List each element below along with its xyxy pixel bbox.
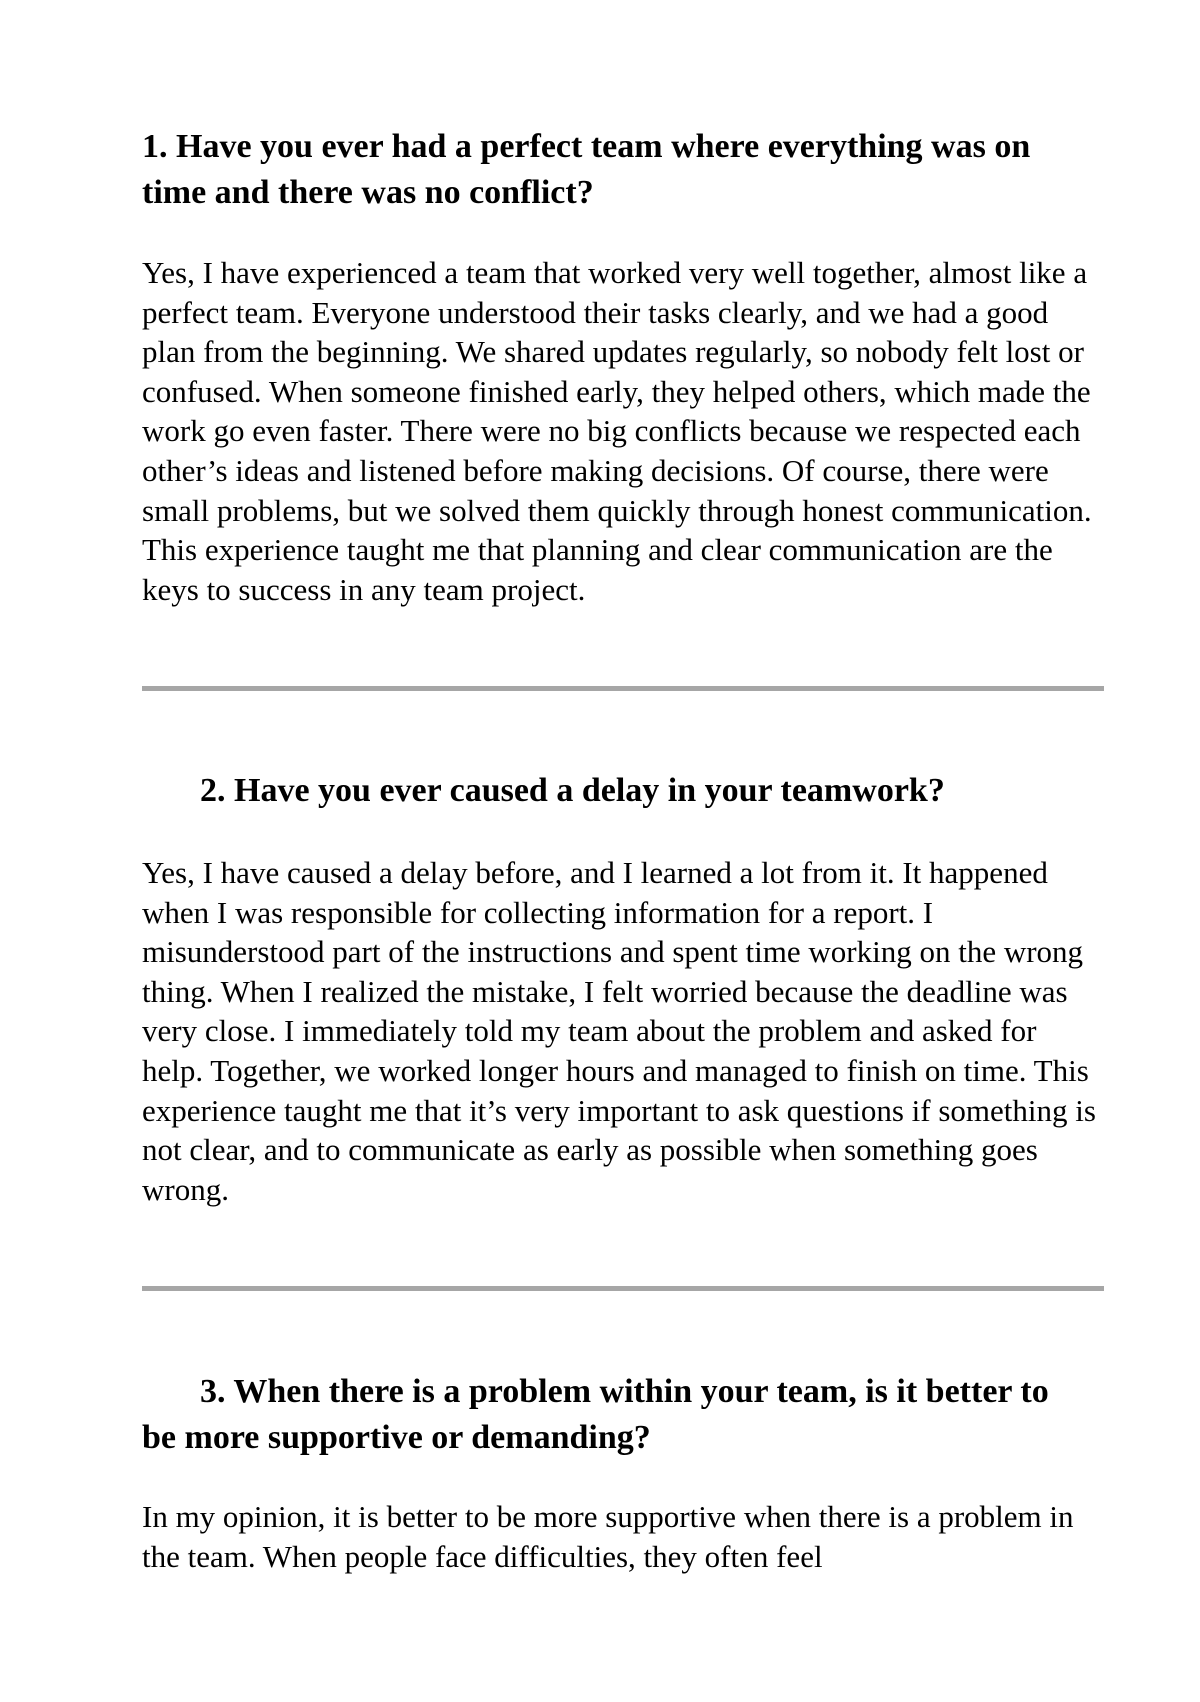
question-2-heading: 2. Have you ever caused a delay in your teamwork?: [200, 772, 945, 809]
question-1-heading: 1. Have you ever had a perfect team where everything was on time and there was no conflict?: [142, 128, 1031, 211]
section-divider-1: [142, 686, 1104, 691]
answer-1-paragraph: Yes, I have experienced a team that worked very well together, almost like a perfect team. Everyone understood their tasks clearly, and we had a good plan from the beginning. We shared updates regularly, so nobody felt lost or confused. When someone finished early, they helped others, which made the work go even faster. There were no big conflicts because we respected each other’s ideas and listened before making decisions. Of course, there were small problems, but we solved them quickly through honest communication. This experience taught me that planning and clear communication are the keys to success in any team project.: [142, 255, 1092, 607]
question-3-heading: 3. When there is a problem within your team, is it better to be more supportive or demanding?: [142, 1373, 1049, 1456]
answer-3-paragraph: In my opinion, it is better to be more supportive when there is a problem in the team. When people face difficulties, they often feel: [142, 1499, 1074, 1574]
answer-2-paragraph: Yes, I have caused a delay before, and I learned a lot from it. It happened when I was responsible for collecting information for a report. I misunderstood part of the instructions and spent time working on the wrong thing. When I realized the mistake, I felt worried because the deadline was very close. I immediately told my team about the problem and asked for help. Together, we worked longer hours and managed to finish on time. This experience taught me that it’s very important to ask questions if something is not clear, and to communicate as early as possible when something goes wrong.: [142, 855, 1096, 1207]
section-divider-2: [142, 1286, 1104, 1291]
